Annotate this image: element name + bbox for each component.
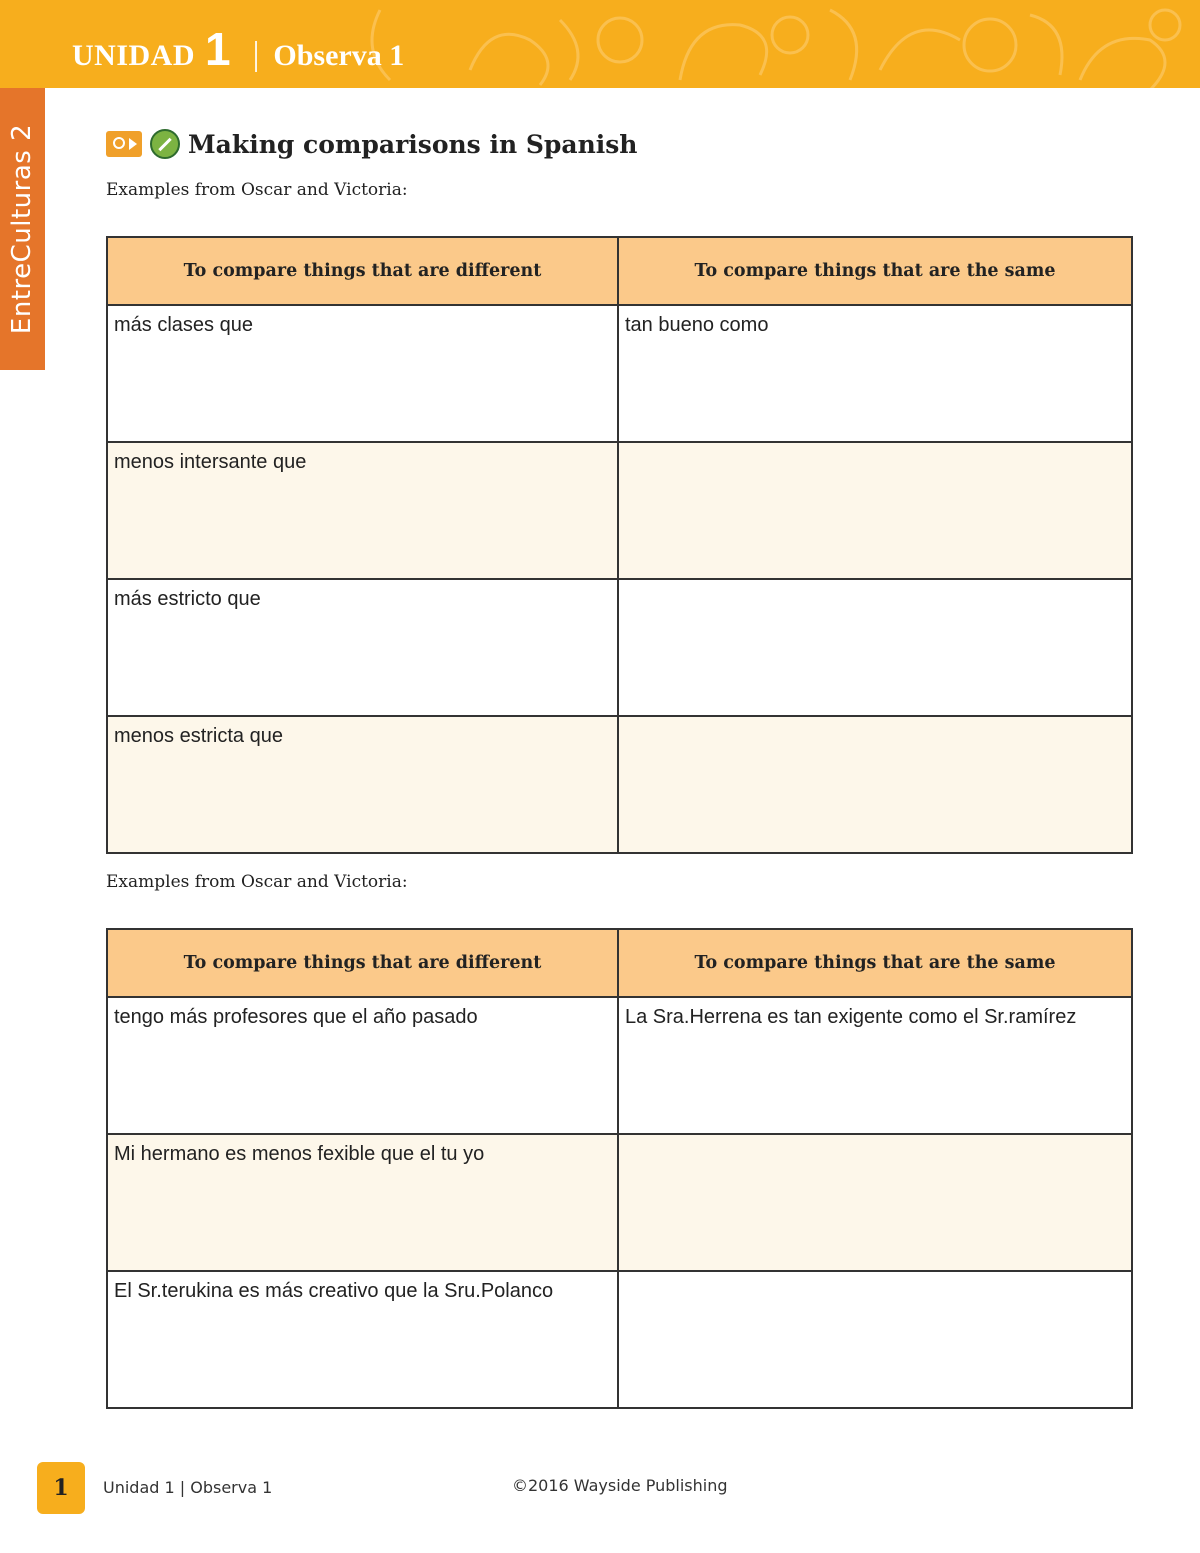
table-row [107,579,1132,716]
side-tab [0,88,45,370]
header-banner [0,0,1200,88]
header-same: To compare things that are the same [618,237,1132,305]
cell-same[interactable] [618,1134,1132,1271]
side-tab-label: EntreCulturas 2 [7,123,37,335]
table-row [107,716,1132,853]
table-row [107,1271,1132,1408]
unit-number: 1 [205,23,231,75]
page-number: 1 [37,1462,85,1514]
activity-title: Making comparisons in Spanish [188,129,638,159]
cell-different[interactable]: El Sr.terukina es más creativo que la Sru.Polanco [107,1271,618,1408]
cell-different[interactable]: más clases que [107,305,618,442]
cell-different[interactable]: Mi hermano es menos fexible que el tu yo [107,1134,618,1271]
copyright-text: ©2016 Wayside Publishing [512,1476,728,1495]
table-header-row [107,929,1132,997]
cell-same[interactable] [618,716,1132,853]
globe-icon [150,129,180,159]
cell-same[interactable] [618,442,1132,579]
table-row [107,1134,1132,1271]
table-row [107,997,1132,1134]
activity-heading [106,124,638,164]
header-different: To compare things that are different [107,237,618,305]
cell-same[interactable]: La Sra.Herrena es tan exigente como el Sr.ramírez [618,997,1132,1134]
footer-section-label: Unidad 1 | Observa 1 [103,1478,273,1497]
cell-different[interactable]: más estricto que [107,579,618,716]
table-row [107,305,1132,442]
cell-different[interactable]: menos intersante que [107,442,618,579]
comparison-table-1 [106,236,1133,854]
cell-same[interactable] [618,579,1132,716]
unit-word: UNIDAD [72,39,195,72]
cell-different[interactable]: menos estricta que [107,716,618,853]
section2-intro: Examples from Oscar and Victoria: [106,872,408,892]
table-row [107,442,1132,579]
header-different: To compare things that are different [107,929,618,997]
table-header-row [107,237,1132,305]
cell-same[interactable]: tan bueno como [618,305,1132,442]
banner-title [72,22,405,75]
section-name: Observa 1 [273,39,405,72]
section1-intro: Examples from Oscar and Victoria: [106,180,408,200]
comparison-table-2 [106,928,1133,1409]
title-separator: | [252,36,260,73]
video-icon [106,131,142,157]
cell-different[interactable]: tengo más profesores que el año pasado [107,997,618,1134]
header-same: To compare things that are the same [618,929,1132,997]
cell-same[interactable] [618,1271,1132,1408]
